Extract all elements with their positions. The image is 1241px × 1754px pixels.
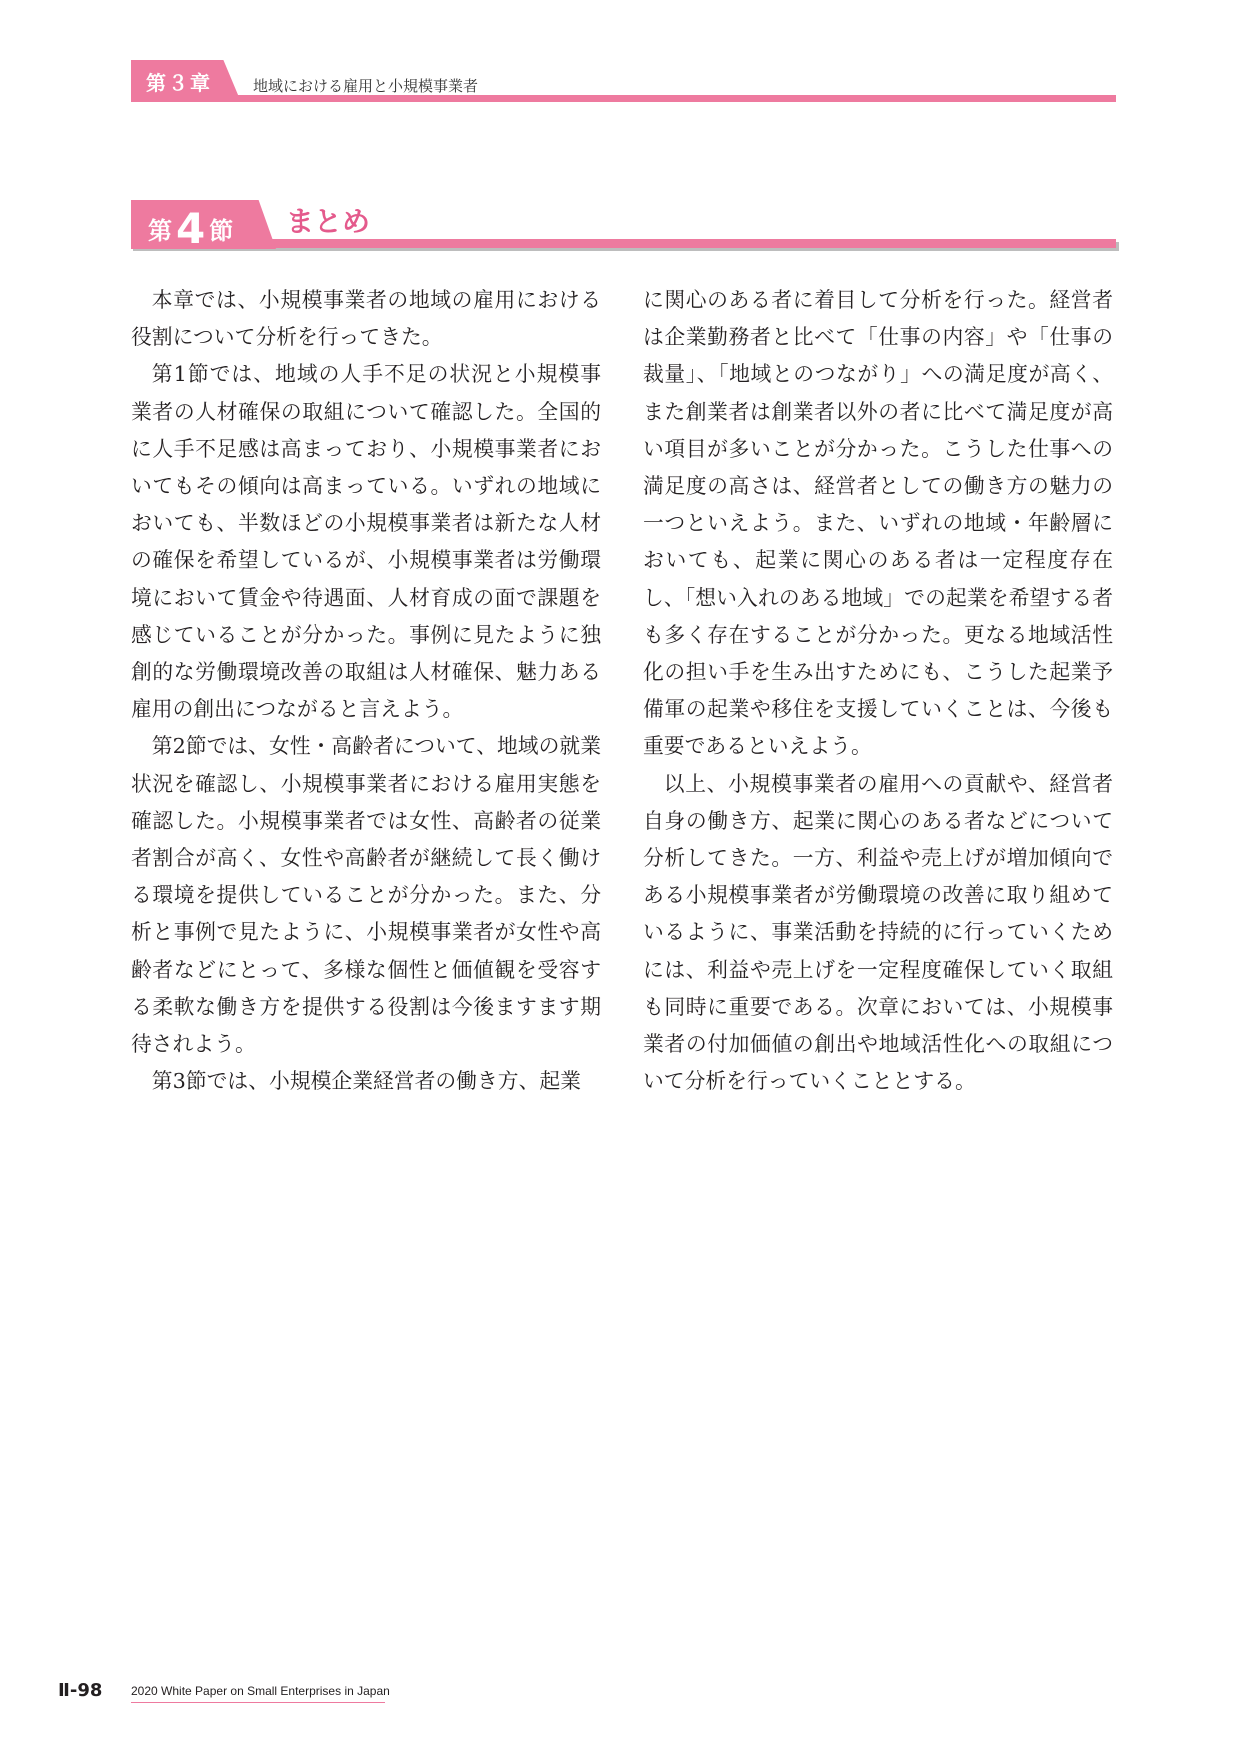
- publication-title: 2020 White Paper on Small Enterprises in Japan: [131, 1684, 390, 1698]
- section-title: まとめ: [286, 205, 371, 238]
- chapter-title: 地域における雇用と小規模事業者: [253, 77, 479, 95]
- section-number: 4: [176, 204, 206, 253]
- section-label: [148, 204, 233, 253]
- section-label-prefix: 第: [148, 217, 172, 245]
- body-paragraph: 第2節では、女性・高齢者について、地域の就業状況を確認し、小規模事業者における雇用実態を確認した。小規模事業者では女性、高齢者の従業者割合が高く、女性や高齢者が継続して長く働ける環境を提供していることが分かった。また、分析と事例で見たように、小規模事業者が女性や高齢者などにとって、多様な個性と価値観を受容する柔軟な働き方を提供する役割は今後ますます期待されよう。: [131, 734, 601, 1057]
- body-paragraph: 第1節では、地域の人手不足の状況と小規模事業者の人材確保の取組について確認した。全国的に人手不足感は高まっており、小規模事業者においてもその傾向は高まっている。いずれの地域においても、半数ほどの小規模事業者は新たな人材の確保を希望しているが、小規模事業者は労働環境において賃金や待遇面、人材育成の面で課題を感じていることが分かった。事例に見たように独創的な労働環境改善の取組は人材確保、魅力ある雇用の創出につながると言えよう。: [131, 362, 601, 722]
- section-label-suffix: 節: [209, 217, 234, 245]
- body-column-right: [643, 282, 1113, 1100]
- body-column-left: [131, 282, 601, 1100]
- chapter-header-rule: [131, 95, 1116, 102]
- body-paragraph: 本章では、小規模事業者の地域の雇用における役割について分析を行ってきた。: [131, 288, 601, 350]
- body-paragraph-continued: に関心のある者に着目して分析を行った。経営者は企業勤務者と比べて「仕事の内容」や「仕事の裁量」、「地域とのつながり」への満足度が高く、また創業者は創業者以外の者に比べて満足度が高い項目が多いことが分かった。こうした仕事への満足度の高さは、経営者としての働き方の魅力の一つといえよう。また、いずれの地域・年齢層においても、起業に関心のある者は一定程度存在し、「想い入れのある地域」での起業を希望する者も多く存在することが分かった。更なる地域活性化の担い手を生み出すためにも、こうした起業予備軍の起業や移住を支援していくことは、今後も重要であるといえよう。: [643, 288, 1113, 759]
- body-paragraph: 第3節では、小規模企業経営者の働き方、起業: [151, 1069, 581, 1094]
- section-header-rule: [131, 239, 1116, 248]
- body-paragraph: 以上、小規模事業者の雇用への貢献や、経営者自身の働き方、起業に関心のある者などについて分析してきた。一方、利益や売上げが増加傾向である小規模事業者が労働環境の改善に取り組めているように、事業活動を持続的に行っていくためには、利益や売上げを一定程度確保していく取組も同時に重要である。次章においては、小規模事業者の付加価値の創出や地域活性化への取組について分析を行っていくこととする。: [643, 771, 1113, 1094]
- chapter-label: 第３章: [146, 71, 212, 95]
- page-number: Ⅱ-98: [58, 1680, 103, 1701]
- footer-rule: [131, 1702, 385, 1703]
